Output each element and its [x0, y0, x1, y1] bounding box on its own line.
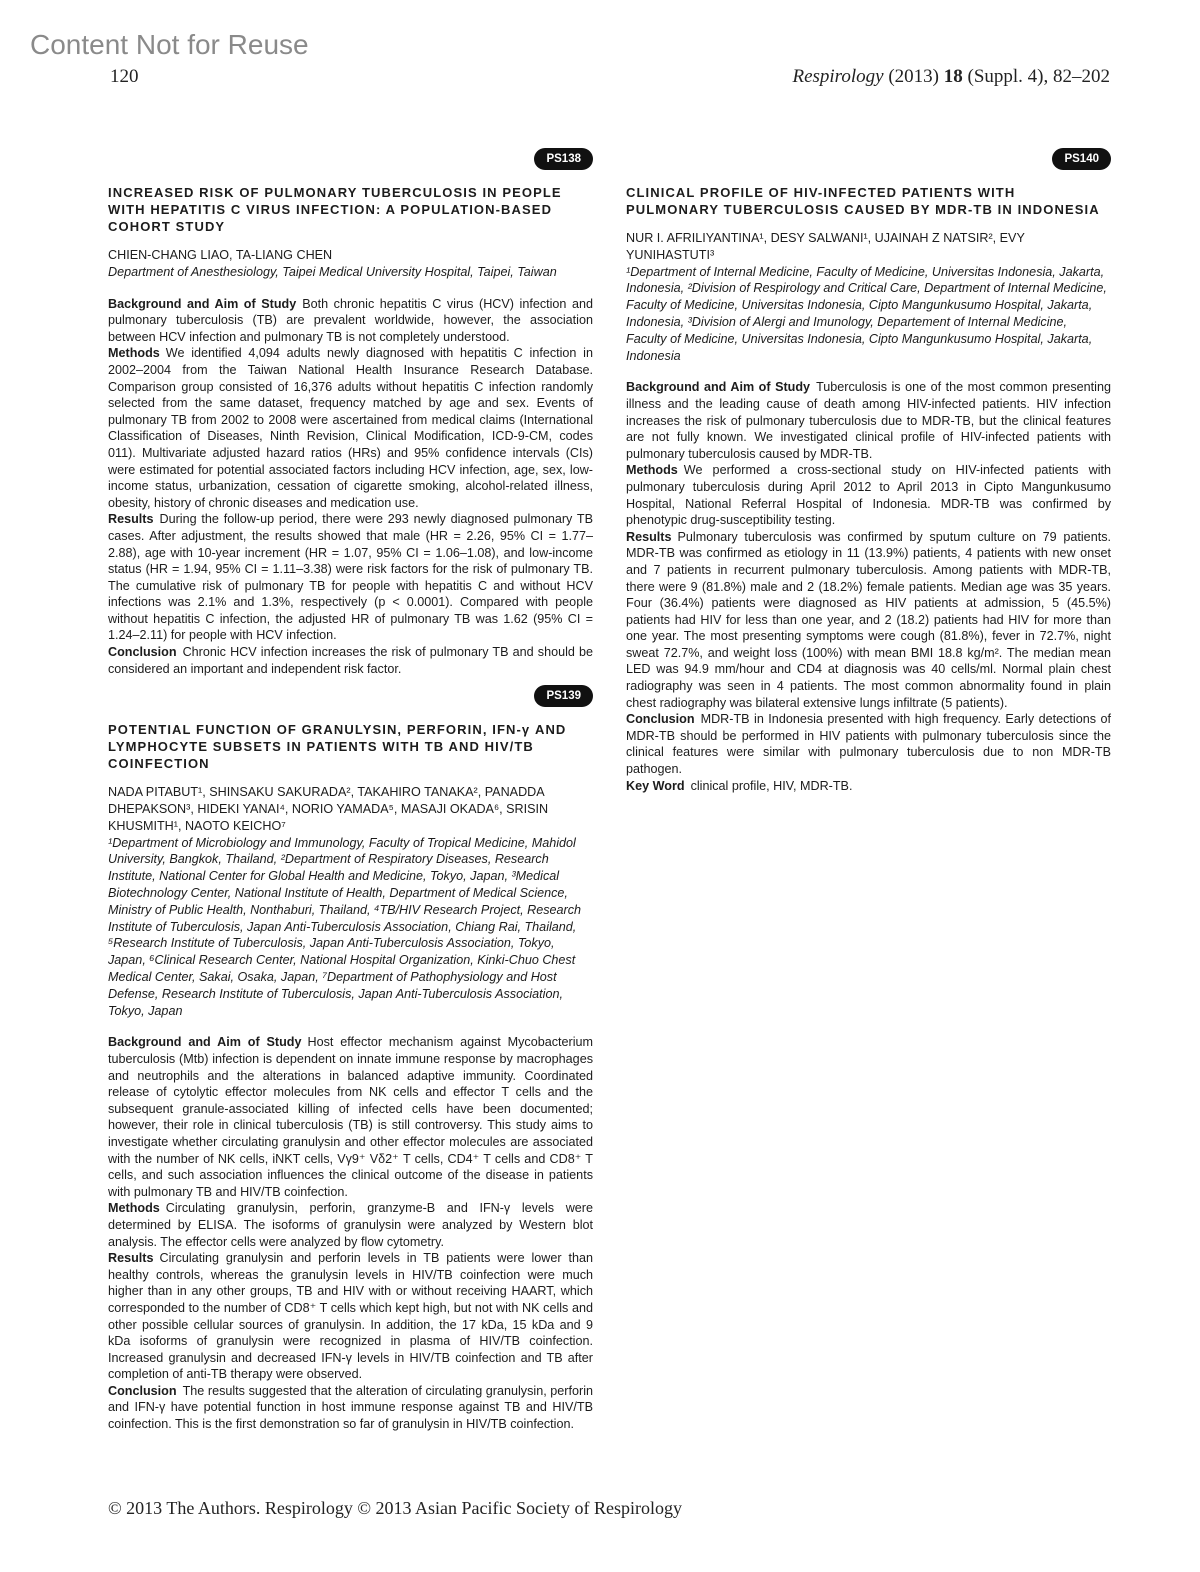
section-text: MDR-TB in Indonesia presented with high frequency. Early detections of MDR-TB should be performed in HIV patients with pulmonary tuberculosis since the clinical features were similar with pulmonary tuberculosis due to non MDR-TB pathogen.: [626, 712, 1111, 777]
section-text: The results suggested that the alteration of circulating granulysin, perforin and IFN-γ have potential function in host immune response against TB and HIV/TB coinfection. This is the first demonstration so far of granulysin in HIV/TB coinfection.: [108, 1383, 593, 1432]
section-text: Chronic HCV infection increases the risk of pulmonary TB and should be considered an important and independent risk factor.: [108, 645, 593, 676]
page-number: 120: [110, 66, 139, 87]
section-results: [626, 529, 1111, 712]
abstract-badge: PS139: [534, 685, 593, 707]
abstract-affiliation: Department of Anesthesiology, Taipei Medical University Hospital, Taipei, Taiwan: [108, 264, 557, 279]
section-text: Pulmonary tuberculosis was confirmed by sputum culture on 79 patients. MDR-TB was confirmed as etiology in 11 (13.9%) patients, 4 patients with new onset and 7 patients in recurrent pulmonary tuberculosis. Among patients with MDR-TB, there were 9 (81.8%) male and 2 (18.2%) female patients. Median age was 35 years. Four (36.4%) patients were diagnosed as HIV patients at admission, 5 (45.5%) patients had HIV for less than one year, and 2 (18.2) patients had HIV for more than one year. The most presenting symptoms were cough (81.8%), fever in 72.7%, night sweat 72.7%, and weight loss (100%) with mean BMI 18.8 kg/m². The median mean LED was 94.9 mm/hour and CD4 at diagnosis was 40 cells/ml. Normal plain chest radiography was seen in 4 patients. The most common abnormality found in plain chest radiography was bilateral extensive lungs infiltrate (5 patients).: [626, 529, 1111, 710]
section-conclusion: [626, 711, 1111, 777]
section-conclusion: [108, 1383, 593, 1433]
abstract-authors: NUR I. AFRILIYANTINA¹, DESY SALWANI¹, UJAINAH Z NATSIR², EVY YUNIHASTUTI³: [626, 231, 1025, 262]
section-text: clinical profile, HIV, MDR-TB.: [690, 778, 853, 793]
page-header: [110, 66, 1110, 92]
section-text: Circulating granulysin, perforin, granzyme-B and IFN-γ levels were determined by ELISA. The isoforms of granulysin were analyzed by Western blot analysis. The effector cells were analyzed by flow cytometry.: [108, 1201, 593, 1249]
section-text: Circulating granulysin and perforin levels in TB patients were lower than healthy controls, whereas the granulysin levels in HIV/TB coinfection were much higher than in any other groups, TB and HIV with or without receiving HAART, which corresponded to the number of CD8⁺ T cells which kept high, but not with NK cells and other possible cellular sources of granulysin. In addition, the 17 kDa, 15 kDa and 9 kDa isoforms of granulysin were recognized in plasma of HIV/TB coinfection. Increased granulysin and decreased IFN-γ levels in HIV/TB coinfection and TB after completion of anti-TB therapy were observed.: [108, 1251, 593, 1382]
section-methods: [108, 345, 593, 511]
left-column: [108, 148, 593, 1433]
section-results: [108, 1250, 593, 1383]
section-results: [108, 511, 593, 644]
abstract-affiliation: ¹Department of Microbiology and Immunology, Faculty of Tropical Medicine, Mahidol University, Bangkok, Thailand, ²Department of Respiratory Diseases, Research Institute, National Center for Global Health and Medicine, Tokyo, Japan, ³Medical Biotechnology Center, National Institute of Health, Department of Medical Science, Ministry of Public Health, Nonthaburi, Thailand, ⁴TB/HIV Research Project, Research Institute of Tuberculosis, Japan Anti-Tuberculosis Association, Chiang Rai, Thailand, ⁵Research Institute of Tuberculosis, Japan Anti-Tuberculosis Association, Tokyo, Japan, ⁶Clinical Research Center, National Hospital Organization, Kinki-Chuo Chest Medical Center, Sakai, Osaka, Japan, ⁷Department of Pathophysiology and Host Defense, Research Institute of Tuberculosis, Japan Anti-Tuberculosis Association, Tokyo, Japan: [108, 835, 582, 1018]
section-methods: [626, 462, 1111, 528]
abstract-badge: PS140: [1052, 148, 1111, 170]
section-label: Background and Aim of Study: [108, 296, 297, 311]
section-text: Both chronic hepatitis C virus (HCV) infection and pulmonary tuberculosis (TB) are prevalent worldwide, however, the association between HCV infection and pulmonary TB is not completely understood.: [108, 296, 593, 344]
abstract-authors: CHIEN-CHANG LIAO, TA-LIANG CHEN: [108, 248, 333, 262]
abstract-affiliation: ¹Department of Internal Medicine, Faculty of Medicine, Universitas Indonesia, Jakarta, Indonesia, ²Division of Respirology and Critical Care, Department of Internal Medicine, Faculty of Medicine, Universitas Indonesia, Cipto Mangunkusumo Hospital, Jakarta, Indonesia, ³Division of Alergi and Imunology, Departement of Internal Medicine, Faculty of Medicine, Universitas Indonesia, Cipto Mangunkusumo Hospital, Jakarta, Indonesia: [626, 264, 1107, 363]
abstract-title: POTENTIAL FUNCTION OF GRANULYSIN, PERFORIN, IFN-γ AND LYMPHOCYTE SUBSETS IN PATIENTS WITH TB AND HIV/TB COINFECTION: [108, 722, 567, 772]
journal-issue-pages: (Suppl. 4), 82–202: [967, 66, 1110, 87]
right-column: [626, 148, 1111, 794]
section-methods: [108, 1200, 593, 1250]
abstract-ps138: [108, 148, 593, 677]
journal-name: Respirology: [792, 66, 884, 87]
section-label: Results: [626, 529, 672, 544]
abstract-ps139: [108, 685, 593, 1432]
section-label: Key Word: [626, 778, 685, 793]
section-text: During the follow-up period, there were 293 newly diagnosed pulmonary TB cases. After adjustment, the results showed that male (HR = 2.26, 95% CI = 1.77–2.88), age with 10-year increment (HR = 1.07, 95% CI = 1.06–1.08), and low-income status (HR = 1.94, 95% CI = 1.11–3.38) were risk factors for the risk of pulmonary TB. The cumulative risk of pulmonary TB for people with hepatitis C and without HCV infections was 2.1% and 1.3%, respectively (p < 0.0001). Compared with people without hepatitis C infection, the adjusted HR of pulmonary TB was 1.62 (95% CI = 1.24–2.11) for people with HCV infection.: [108, 512, 593, 643]
abstract-authors: NADA PITABUT¹, SHINSAKU SAKURADA², TAKAHIRO TANAKA², PANADDA DHEPAKSON³, HIDEKI YANAI⁴, NORIO YAMADA⁵, MASAJI OKADA⁶, SRISIN KHUSMITH¹, NAOTO KEICHO⁷: [108, 785, 549, 833]
section-label: Methods: [108, 346, 160, 361]
section-text: We identified 4,094 adults newly diagnosed with hepatitis C infection in 2002–2004 from the Taiwan National Health Insurance Research Database. Comparison group consisted of 16,376 adults without hepatitis C infection randomly selected from the same dataset, frequency matched by age and sex. Events of pulmonary TB from 2002 to 2008 were ascertained from medical claims (International Classification of Diseases, Ninth Revision, Clinical Modification, ICD-9-CM, codes 011). Multivariate adjusted hazard ratios (HRs) and 95% confidence intervals (CIs) were estimated for potential associated factors including HCV infection, age, sex, low-income status, urbanization, cessation of cigarette smoking, alcohol-related illness, obesity, history of chronic diseases and medication use.: [108, 346, 593, 510]
abstract-title: CLINICAL PROFILE OF HIV-INFECTED PATIENTS WITH PULMONARY TUBERCULOSIS CAUSED BY MDR-TB IN INDONESIA: [626, 185, 1100, 217]
watermark: Content Not for Reuse: [30, 29, 309, 60]
journal-reference: [792, 66, 1110, 88]
section-background: [626, 379, 1111, 462]
section-label: Methods: [108, 1201, 160, 1216]
section-background: [108, 1034, 593, 1200]
section-text: Host effector mechanism against Mycobacterium tuberculosis (Mtb) infection is dependent on innate immune response by macrophages and neutrophils and the alterations in balanced adaptive immunity. Coordinated release of cytolytic effector molecules from NK cells and effector T cells and the subsequent granule-associated killing of infected cells have been documented; however, their role in clinical tuberculosis (TB) is still controversy. This study aims to investigate whether circulating granulysin and other effector molecules are associated with the number of NK cells, iNKT cells, Vγ9⁺ Vδ2⁺ T cells, CD4⁺ T cells and CD8⁺ T cells, and such association influences the clinical outcome of the disease in patients with pulmonary TB and HIV/TB coinfection.: [108, 1035, 593, 1199]
section-keywords: [626, 778, 1111, 795]
section-label: Background and Aim of Study: [108, 1035, 302, 1050]
section-label: Background and Aim of Study: [626, 380, 811, 395]
journal-year: (2013): [888, 66, 939, 87]
abstract-badge: PS138: [534, 148, 593, 170]
abstract-ps140: [626, 148, 1111, 794]
section-text: We performed a cross-sectional study on HIV-infected patients with pulmonary tuberculosis during April 2012 to April 2013 in Cipto Mangunkusumo Hospital, National Referral Hospital of Indonesia. MDR-TB was confirmed by phenotypic drug-susceptibility testing.: [626, 463, 1111, 528]
section-conclusion: [108, 644, 593, 677]
section-background: [108, 296, 593, 346]
section-label: Conclusion: [626, 712, 695, 727]
section-label: Methods: [626, 463, 678, 478]
copyright-footer: © 2013 The Authors. Respirology © 2013 Asian Pacific Society of Respirology: [108, 1498, 682, 1518]
abstract-title: INCREASED RISK OF PULMONARY TUBERCULOSIS IN PEOPLE WITH HEPATITIS C VIRUS INFECTION: A POPULATION-BASED COHORT STUDY: [108, 185, 562, 234]
journal-volume: 18: [943, 66, 963, 87]
section-label: Conclusion: [108, 645, 177, 660]
section-text: Tuberculosis is one of the most common presenting illness and the leading cause of death among HIV-infected patients. HIV infection increases the risk of pulmonary tuberculosis due to MDR-TB, but the clinical features are not fully known. We investigated clinical profile of HIV-infected patients with pulmonary tuberculosis caused by MDR-TB.: [626, 380, 1111, 461]
section-label: Results: [108, 512, 154, 527]
section-label: Conclusion: [108, 1383, 177, 1398]
section-label: Results: [108, 1251, 154, 1266]
